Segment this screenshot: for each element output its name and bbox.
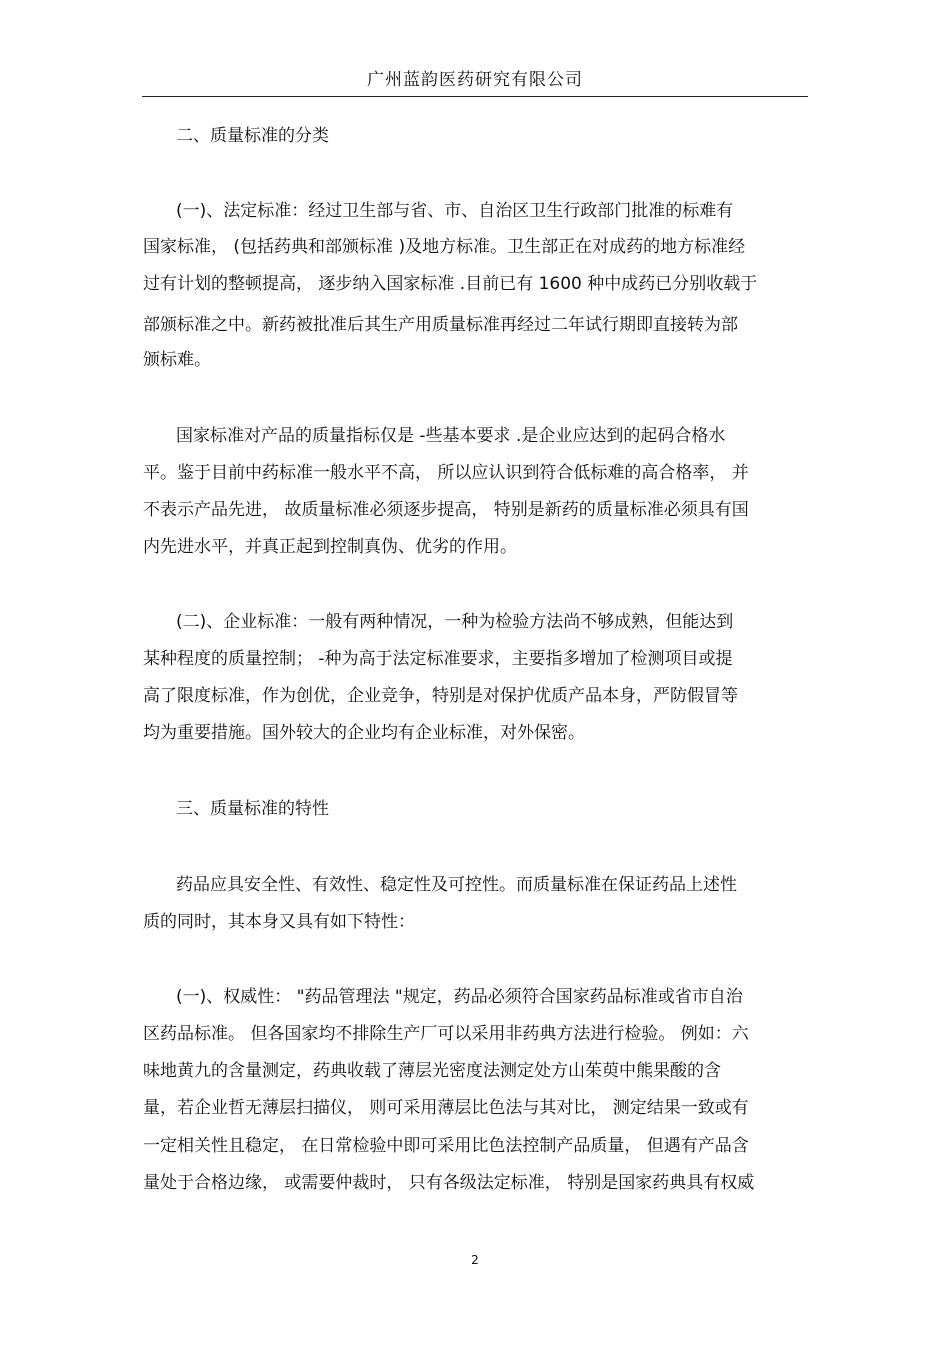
paragraph-line: 某种程度的质量控制； -种为高于法定标准要求，主要指多增加了检测项目或提 (143, 649, 733, 669)
paragraph-line: 均为重要措施。国外较大的企业均有企业标准，对外保密。 (143, 723, 585, 743)
paragraph-line: (一)、权威性： "药品管理法 "规定，药品必须符合国家药品标准或省市自治 (176, 987, 743, 1007)
paragraph-line: 味地黄九的含量测定，药典收载了薄层光密度法测定处方山茱萸中熊果酸的含 (143, 1061, 721, 1081)
paragraph-line: 量处于合格边缘， 或需要仲裁时， 只有各级法定标准， 特别是国家药典具有权威 (143, 1173, 755, 1193)
heading-classification: 二、质量标准的分类 (176, 126, 329, 146)
paragraph-line: 一定相关性且稳定， 在日常检验中即可采用比色法控制产品质量， 但遇有产品含 (143, 1136, 749, 1156)
heading-characteristics: 三、质量标准的特性 (176, 799, 329, 819)
paragraph-line: (一)、法定标准：经过卫生部与省、市、自治区卫生行政部门批准的标难有 (176, 201, 734, 221)
paragraph-line: 过有计划的整顿提高， 逐步纳入国家标准 .目前已有 1600 种中成药已分别收载于 (143, 274, 758, 294)
paragraph-line: 国家标准对产品的质量指标仅是 -些基本要求 .是企业应达到的起码合格水 (176, 426, 726, 446)
paragraph-line: 区药品标准。 但各国家均不排除生产厂可以采用非药典方法进行检验。 例如：六 (143, 1024, 749, 1044)
paragraph-line: 国家标准， (包括药典和部颁标准 )及地方标准。卫生部正在对成药的地方标准经 (143, 237, 746, 257)
paragraph-line: 质的同时，其本身又具有如下特性： (143, 912, 415, 932)
paragraph-line: 颁标难。 (143, 350, 211, 370)
paragraph-line: 药品应具安全性、有效性、稳定性及可控性。而质量标准在保证药品上述性 (176, 875, 737, 895)
page-number: 2 (471, 1253, 479, 1267)
paragraph-line: 高了限度标准，作为创优，企业竞争，特别是对保护优质产品本身，严防假冒等 (143, 686, 738, 706)
paragraph-line: 内先进水平，并真正起到控制真伪、优劣的作用。 (143, 537, 517, 557)
document-header-title: 广州蓝韵医药研究有限公司 (367, 70, 583, 90)
paragraph-line: 量，若企业哲无薄层扫描仪， 则可采用薄层比色法与其对比， 测定结果一致或有 (143, 1098, 749, 1118)
paragraph-line: 部颁标准之中。新药被批准后其生产用质量标准再经过二年试行期即直接转为部 (143, 315, 738, 335)
paragraph-line: 平。鉴于目前中药标准一般水平不高， 所以应认识到符合低标难的高合格率， 并 (143, 463, 749, 483)
paragraph-line: (二)、企业标准：一般有两种情况，一种为检验方法尚不够成熟，但能达到 (176, 612, 734, 632)
paragraph-line: 不表示产品先进， 故质量标准必须逐步提高， 特别是新药的质量标准必须具有国 (143, 500, 749, 520)
